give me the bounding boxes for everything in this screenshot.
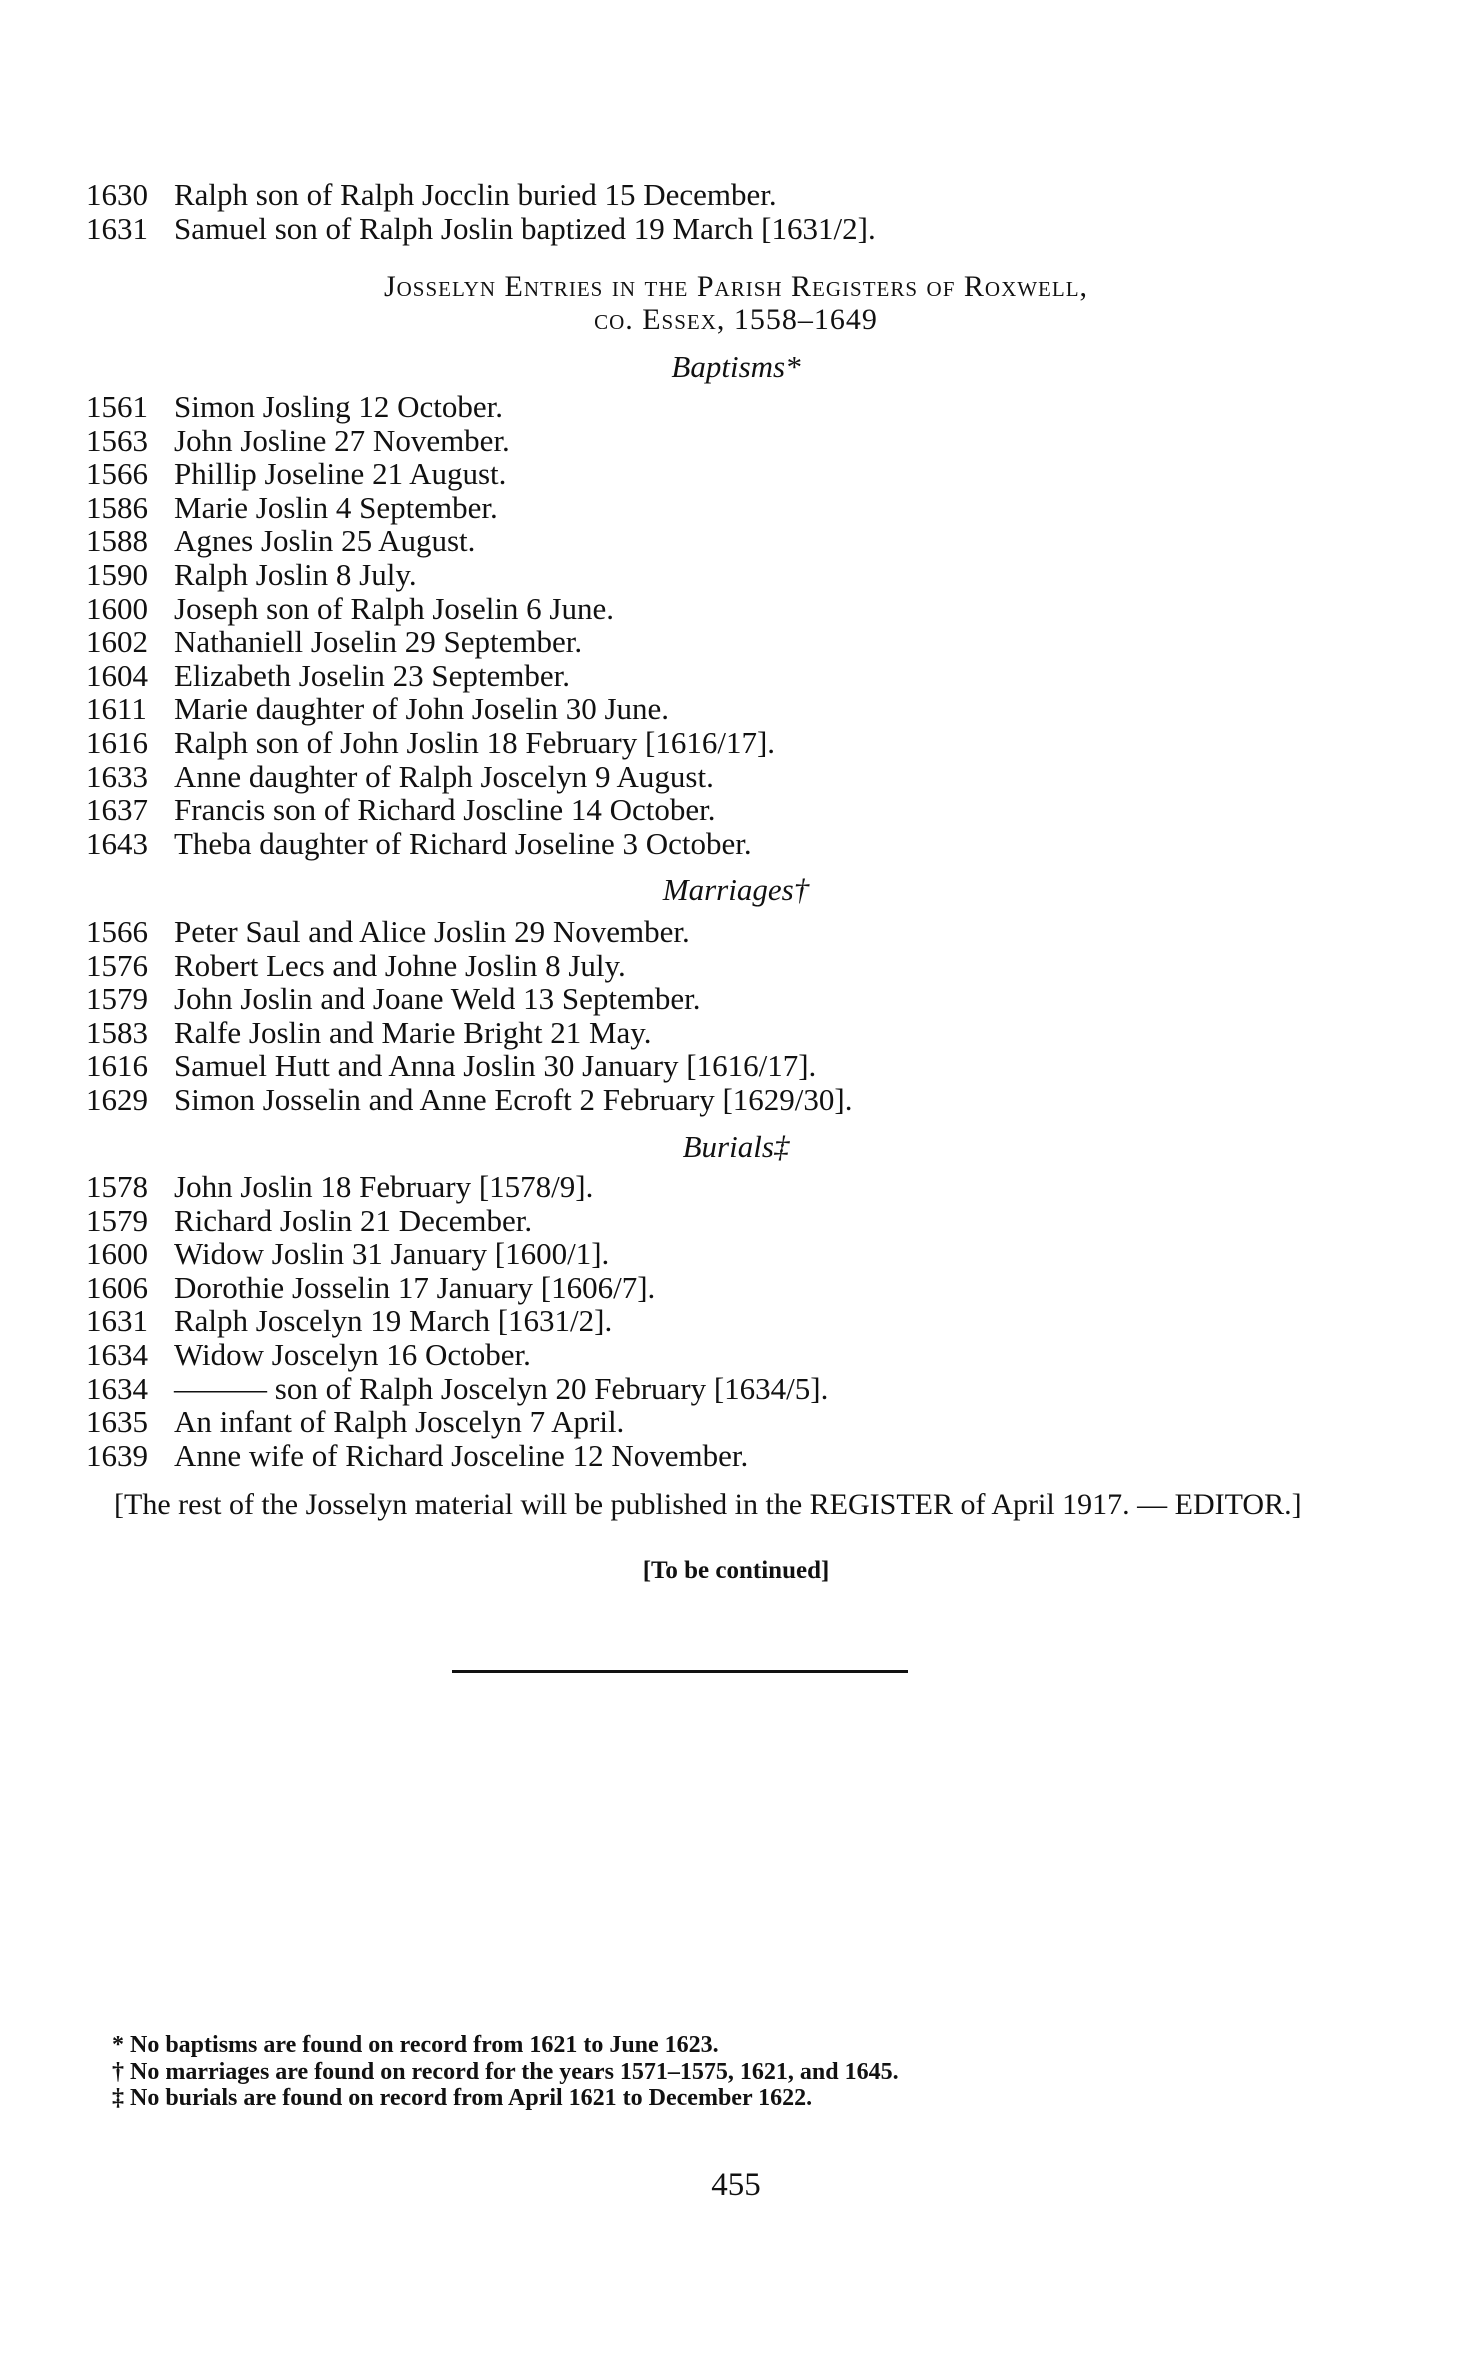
- marriages-title: Marriages†: [662, 872, 810, 907]
- entry-text: An infant of Ralph Joscelyn 7 April.: [174, 1404, 625, 1440]
- entry-year: 1616: [86, 1048, 148, 1084]
- section-rule: [452, 1670, 908, 1673]
- entry-year: 1600: [86, 590, 148, 626]
- entry-text: Ralph Joscelyn 19 March [1631/2].: [174, 1303, 613, 1339]
- entry-year: 1579: [86, 1202, 148, 1238]
- top-entries: [86, 178, 1326, 245]
- entry-year: 1616: [86, 724, 148, 760]
- entry-year: 1600: [86, 1236, 148, 1272]
- entry-text: Widow Joslin 31 January [1600/1].: [174, 1236, 610, 1272]
- list-item: [86, 726, 1326, 760]
- list-item: [86, 1372, 1326, 1406]
- list-item: [86, 212, 1326, 246]
- entry-text: Ralph son of Ralph Jocclin buried 15 December.: [174, 177, 777, 212]
- entry-text: Simon Josselin and Anne Ecroft 2 February [1629/30].: [174, 1081, 853, 1117]
- entry-text: Joseph son of Ralph Joselin 6 June.: [174, 590, 615, 626]
- list-item: [86, 1016, 1326, 1050]
- baptisms-title: Baptisms*: [671, 349, 801, 384]
- footnote-marriages: † No marriages are found on record for the years 1571–1575, 1621, and 1645.: [112, 2058, 899, 2085]
- entry-year: 1588: [86, 523, 148, 559]
- footnotes: [112, 2032, 1312, 2112]
- entry-year: 1563: [86, 422, 148, 458]
- burials-list: [86, 1170, 1326, 1472]
- entry-text: Simon Josling 12 October.: [174, 389, 503, 424]
- entry-text: Peter Saul and Alice Joslin 29 November.: [174, 914, 690, 949]
- entry-text: Dorothie Josselin 17 January [1606/7].: [174, 1269, 656, 1305]
- list-item: [86, 178, 1326, 212]
- list-item: [86, 457, 1326, 491]
- entry-year: 1611: [86, 691, 147, 727]
- entry-text: Agnes Joslin 25 August.: [174, 523, 476, 559]
- list-item: [86, 1271, 1326, 1305]
- entry-text: Nathaniell Joselin 29 September.: [174, 624, 583, 660]
- entry-text: John Joslin and Joane Weld 13 September.: [174, 981, 701, 1017]
- list-item: [86, 1237, 1326, 1271]
- entry-year: 1631: [86, 210, 148, 246]
- list-item: [86, 592, 1326, 626]
- entry-year: 1639: [86, 1437, 148, 1473]
- entry-year: 1635: [86, 1404, 148, 1440]
- entry-text: Francis son of Richard Joscline 14 October.: [174, 792, 716, 828]
- list-item: [86, 558, 1326, 592]
- entry-text: John Joslin 18 February [1578/9].: [174, 1169, 594, 1204]
- entry-year: 1634: [86, 1370, 148, 1406]
- list-item: [86, 491, 1326, 525]
- entry-year: 1606: [86, 1269, 148, 1305]
- list-item: [86, 760, 1326, 794]
- entry-text: Theba daughter of Richard Joseline 3 October.: [174, 825, 752, 861]
- entry-year: 1578: [86, 1169, 148, 1204]
- entry-text: Widow Joscelyn 16 October.: [174, 1336, 531, 1372]
- entry-year: 1633: [86, 758, 148, 794]
- entry-year: 1629: [86, 1081, 148, 1117]
- entry-year: 1583: [86, 1014, 148, 1050]
- list-item: [86, 390, 1326, 424]
- section-heading-line1: Josselyn Entries in the Parish Registers of Roxwell,: [383, 270, 1089, 303]
- entry-text: Marie Joslin 4 September.: [174, 489, 498, 525]
- entry-text: ——— son of Ralph Joscelyn 20 February [1634/5].: [174, 1370, 829, 1406]
- list-item: [86, 424, 1326, 458]
- list-item: [86, 827, 1326, 861]
- entry-year: 1579: [86, 981, 148, 1017]
- entry-text: Marie daughter of John Joselin 30 June.: [174, 691, 670, 727]
- entry-text: Ralfe Joslin and Marie Bright 21 May.: [174, 1014, 652, 1050]
- entry-year: 1576: [86, 947, 148, 983]
- entry-text: Elizabeth Joselin 23 September.: [174, 657, 571, 693]
- entry-year: 1634: [86, 1336, 148, 1372]
- editor-note: [The rest of the Josselyn material will be published in the REGISTER of April 1917. — EDITOR.]: [114, 1488, 1302, 1521]
- list-item: [86, 625, 1326, 659]
- marriages-list: [86, 915, 1326, 1117]
- entry-year: 1643: [86, 825, 148, 861]
- entry-text: John Josline 27 November.: [174, 422, 510, 458]
- entry-text: Ralph Joslin 8 July.: [174, 556, 417, 592]
- list-item: [86, 1049, 1326, 1083]
- entry-text: Samuel Hutt and Anna Joslin 30 January [1616/17].: [174, 1048, 817, 1084]
- list-item: [86, 524, 1326, 558]
- entry-text: Samuel son of Ralph Joslin baptized 19 March [1631/2].: [174, 210, 876, 246]
- page-number: 455: [711, 2167, 761, 2203]
- list-item: [86, 1405, 1326, 1439]
- entry-year: 1602: [86, 624, 148, 660]
- list-item: [86, 659, 1326, 693]
- entry-text: Robert Lecs and Johne Joslin 8 July.: [174, 947, 626, 983]
- entry-text: Anne wife of Richard Josceline 12 November.: [174, 1437, 749, 1473]
- entry-text: Richard Joslin 21 December.: [174, 1202, 533, 1238]
- list-item: [86, 915, 1326, 949]
- list-item: [86, 1338, 1326, 1372]
- to-be-continued: [To be continued]: [642, 1557, 830, 1584]
- entry-year: 1566: [86, 914, 148, 949]
- entry-year: 1586: [86, 489, 148, 525]
- entry-text: Anne daughter of Ralph Joscelyn 9 August.: [174, 758, 714, 794]
- list-item: [86, 692, 1326, 726]
- footnote-baptisms: * No baptisms are found on record from 1621 to June 1623.: [112, 2032, 719, 2058]
- entry-year: 1631: [86, 1303, 148, 1339]
- burials-title: Burials‡: [682, 1129, 790, 1164]
- entry-year: 1590: [86, 556, 148, 592]
- list-item: [86, 793, 1326, 827]
- entry-year: 1604: [86, 657, 148, 693]
- list-item: [86, 1439, 1326, 1473]
- entry-text: Phillip Joseline 21 August.: [174, 456, 507, 492]
- list-item: [86, 982, 1326, 1016]
- entry-year: 1630: [86, 177, 148, 212]
- entry-year: 1561: [86, 389, 148, 424]
- list-item: [86, 1083, 1326, 1117]
- baptisms-list: [86, 390, 1326, 860]
- list-item: [86, 949, 1326, 983]
- list-item: [86, 1304, 1326, 1338]
- section-heading-line2: co. Essex, 1558–1649: [594, 303, 878, 336]
- list-item: [86, 1170, 1326, 1204]
- entry-year: 1566: [86, 456, 148, 492]
- list-item: [86, 1204, 1326, 1238]
- entry-year: 1637: [86, 792, 148, 828]
- entry-text: Ralph son of John Joslin 18 February [1616/17].: [174, 724, 776, 760]
- footnote-burials: ‡ No burials are found on record from April 1621 to December 1622.: [112, 2085, 813, 2111]
